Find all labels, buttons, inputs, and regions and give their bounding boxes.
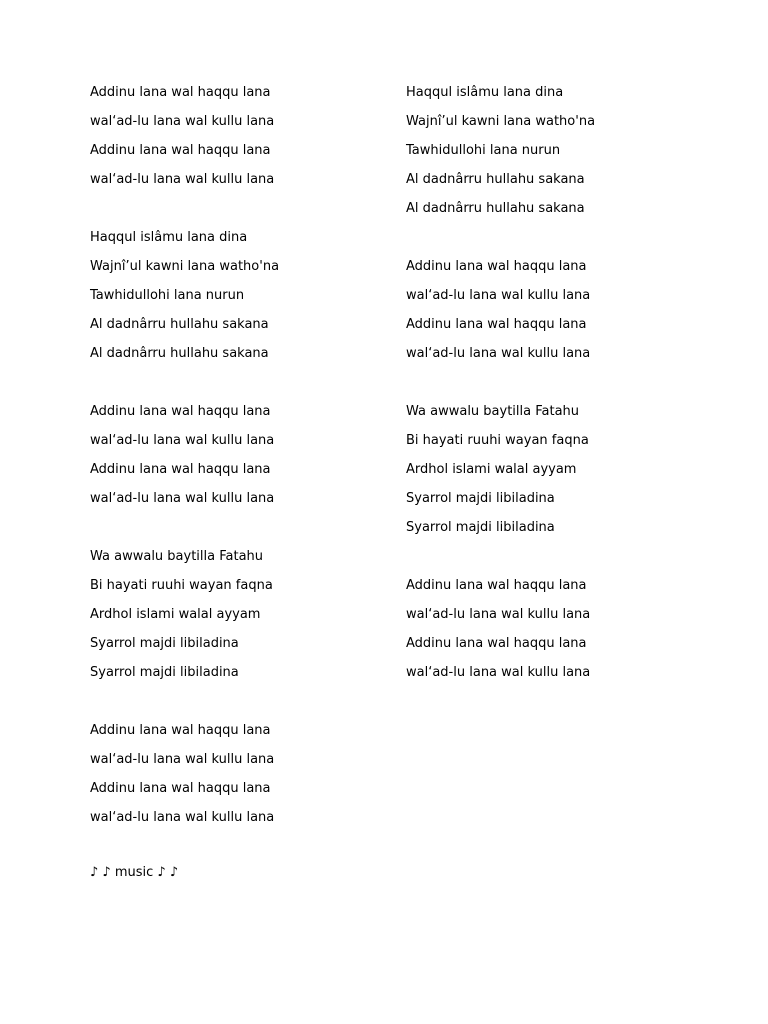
lyric-line: Ardhol islami walal ayyam [406,462,577,477]
stanza-gap [90,368,420,397]
stanza-gap [90,687,420,716]
lyric-line: Syarrol majdi libiladina [90,665,239,680]
stanza-gap [406,223,736,252]
lyric-line: wal‘ad-lu lana wal kullu lana [90,114,275,129]
lyric-line: wal‘ad-lu lana wal kullu lana [90,752,275,767]
lyric-line: Ardhol islami walal ayyam [90,607,261,622]
lyric-line: Addinu lana wal haqqu lana [406,636,587,651]
lyric-line: Al dadnârru hullahu sakana [406,172,585,187]
lyric-line: Wa awwalu baytilla Fatahu [90,549,264,564]
lyric-line: wal‘ad-lu lana wal kullu lana [90,172,275,187]
lyric-line: Haqqul islâmu lana dina [90,230,248,245]
lyric-line: Addinu lana wal haqqu lana [90,723,271,738]
lyric-line: Tawhidullohi lana nurun [406,143,561,158]
lyric-line: Wajnî’ul kawni lana watho'na [406,114,596,129]
lyric-line: Addinu lana wal haqqu lana [406,317,587,332]
lyric-line: Al dadnârru hullahu sakana [90,346,269,361]
lyric-line: Wajnî’ul kawni lana watho'na [90,259,280,274]
lyric-line: wal‘ad-lu lana wal kullu lana [406,607,591,622]
lyric-line: Addinu lana wal haqqu lana [90,781,271,796]
stanza-gap [90,194,420,223]
lyric-line: Addinu lana wal haqqu lana [90,404,271,419]
lyric-line: Tawhidullohi lana nurun [90,288,245,303]
stanza-gap [406,368,736,397]
lyric-line: wal‘ad-lu lana wal kullu lana [90,433,275,448]
music-note-line: ♪ ♪ music ♪ ♪ [90,865,179,880]
lyric-line: Al dadnârru hullahu sakana [90,317,269,332]
lyric-line: Bi hayati ruuhi wayan faqna [406,433,589,448]
lyric-line: Bi hayati ruuhi wayan faqna [90,578,273,593]
lyric-line: Haqqul islâmu lana dina [406,85,564,100]
lyric-line: Syarrol majdi libiladina [406,491,555,506]
lyric-line: wal‘ad-lu lana wal kullu lana [90,491,275,506]
lyric-line: wal‘ad-lu lana wal kullu lana [90,810,275,825]
lyric-line: Addinu lana wal haqqu lana [90,143,271,158]
lyric-line: wal‘ad-lu lana wal kullu lana [406,288,591,303]
stanza-gap [90,513,420,542]
lyric-line: wal‘ad-lu lana wal kullu lana [406,665,591,680]
lyric-line: Addinu lana wal haqqu lana [90,462,271,477]
lyric-line: Syarrol majdi libiladina [90,636,239,651]
lyric-line: Wa awwalu baytilla Fatahu [406,404,580,419]
lyrics-column-right [406,78,736,687]
lyrics-column-left [90,78,420,832]
lyric-line: wal‘ad-lu lana wal kullu lana [406,346,591,361]
lyric-line: Addinu lana wal haqqu lana [90,85,271,100]
lyric-line: Addinu lana wal haqqu lana [406,259,587,274]
lyric-line: Al dadnârru hullahu sakana [406,201,585,216]
stanza-gap [406,542,736,571]
lyric-line: Addinu lana wal haqqu lana [406,578,587,593]
lyric-line: Syarrol majdi libiladina [406,520,555,535]
